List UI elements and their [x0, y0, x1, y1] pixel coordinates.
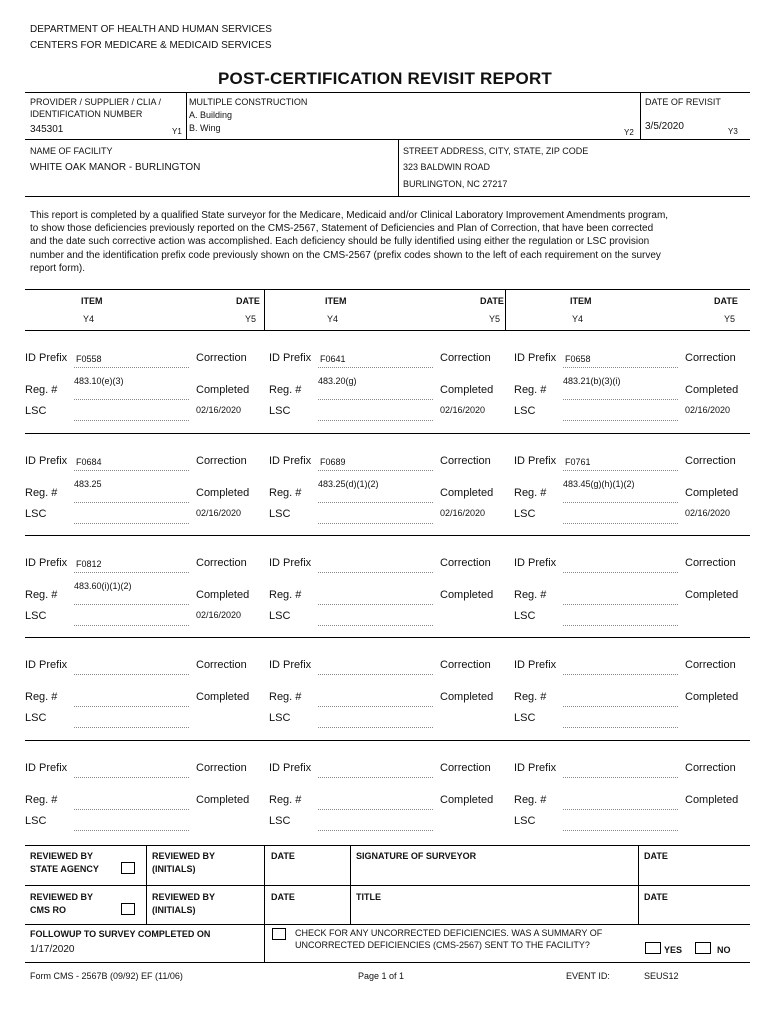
building-label: A. Building: [189, 110, 233, 120]
id-prefix-value[interactable]: F0761: [565, 457, 591, 467]
date-revisit-label: DATE OF REVISIT: [645, 97, 721, 107]
field-underline: [74, 830, 189, 831]
lsc-label: LSC: [269, 405, 291, 417]
completed-date[interactable]: 02/16/2020: [440, 405, 486, 415]
date-label: DATE: [644, 851, 668, 861]
field-underline: [563, 420, 678, 421]
y5-marker: Y5: [489, 314, 501, 324]
cms-ro-label: CMS RO: [30, 905, 66, 915]
id-prefix-label: ID Prefix: [269, 557, 312, 569]
divider: [505, 289, 506, 330]
field-underline: [74, 706, 189, 707]
completed-label: Completed: [685, 589, 739, 601]
reviewed-by-label: REVIEWED BY: [152, 892, 216, 902]
y5-marker: Y5: [724, 314, 736, 324]
lsc-label: LSC: [269, 712, 291, 724]
field-underline: [74, 674, 189, 675]
id-prefix-label: ID Prefix: [269, 762, 312, 774]
no-label: NO: [717, 945, 731, 955]
field-underline: [74, 399, 189, 400]
reg-label: Reg. #: [514, 384, 547, 396]
divider: [25, 924, 750, 925]
y4-marker: Y4: [572, 314, 584, 324]
id-prefix-label: ID Prefix: [514, 455, 557, 467]
divider: [264, 924, 265, 962]
divider: [25, 885, 750, 886]
divider: [350, 845, 351, 924]
field-underline: [318, 706, 433, 707]
completed-label: Completed: [440, 794, 494, 806]
divider: [264, 289, 265, 330]
id-prefix-label: ID Prefix: [25, 659, 68, 671]
initials-label: (INITIALS): [152, 905, 196, 915]
lsc-label: LSC: [25, 508, 47, 520]
reg-label: Reg. #: [269, 589, 302, 601]
correction-label: Correction: [196, 659, 247, 671]
address-label: STREET ADDRESS, CITY, STATE, ZIP CODE: [403, 146, 589, 156]
divider: [638, 845, 639, 924]
id-prefix-value[interactable]: F0689: [320, 457, 346, 467]
reg-value[interactable]: 483.25(d)(1)(2): [318, 479, 379, 489]
field-underline: [74, 604, 189, 605]
y3-marker: Y3: [728, 127, 738, 136]
id-prefix-label: ID Prefix: [514, 762, 557, 774]
y2-marker: Y2: [624, 128, 634, 137]
id-prefix-label: ID Prefix: [25, 557, 68, 569]
uncorrected-checkbox[interactable]: [272, 928, 286, 940]
yes-label: YES: [664, 945, 683, 955]
reg-label: Reg. #: [269, 384, 302, 396]
reg-label: Reg. #: [269, 487, 302, 499]
event-id-value: SEUS12: [644, 971, 679, 981]
field-underline: [318, 572, 433, 573]
reg-label: Reg. #: [25, 691, 58, 703]
divider: [25, 139, 750, 140]
correction-label: Correction: [685, 352, 736, 364]
department-name: DEPARTMENT OF HEALTH AND HUMAN SERVICES: [30, 24, 272, 35]
correction-label: Correction: [440, 557, 491, 569]
id-prefix-label: ID Prefix: [25, 455, 68, 467]
divider: [25, 962, 750, 963]
field-underline: [318, 367, 433, 368]
state-agency-label: STATE AGENCY: [30, 864, 99, 874]
field-underline: [318, 809, 433, 810]
completed-label: Completed: [685, 384, 739, 396]
provider-label: PROVIDER / SUPPLIER / CLIA /: [30, 97, 162, 107]
yes-checkbox[interactable]: [645, 942, 661, 954]
field-underline: [563, 572, 678, 573]
id-prefix-label: ID Prefix: [269, 659, 312, 671]
address-line2: BURLINGTON, NC 27217: [403, 179, 508, 189]
lsc-label: LSC: [269, 610, 291, 622]
correction-label: Correction: [196, 557, 247, 569]
divider: [264, 845, 265, 924]
facility-label: NAME OF FACILITY: [30, 146, 113, 156]
completed-label: Completed: [196, 794, 250, 806]
divider: [25, 637, 750, 638]
completed-label: Completed: [440, 487, 494, 499]
id-prefix-value[interactable]: F0812: [76, 559, 102, 569]
field-underline: [318, 777, 433, 778]
completed-label: Completed: [685, 487, 739, 499]
correction-label: Correction: [196, 762, 247, 774]
lsc-label: LSC: [514, 815, 536, 827]
field-underline: [563, 367, 678, 368]
field-underline: [318, 399, 433, 400]
correction-label: Correction: [196, 455, 247, 467]
id-prefix-value[interactable]: F0641: [320, 354, 346, 364]
field-underline: [74, 727, 189, 728]
reg-value[interactable]: 483.45(g)(h)(1)(2): [563, 479, 635, 489]
lsc-label: LSC: [25, 610, 47, 622]
correction-label: Correction: [685, 557, 736, 569]
page-number: Page 1 of 1: [358, 971, 405, 981]
field-underline: [74, 523, 189, 524]
completed-date[interactable]: 02/16/2020: [196, 405, 242, 415]
instructions-paragraph: This report is completed by a qualified State surveyor for the Medicare, Medicaid and/or Clinical Laboratory Improvement Amendments program, to show those deficiencies previously reported on the CMS-2567, Statement of Deficiencies and Plan of Correction, that have been corrected and the date such corrective action was accomplished. Each deficiency should be fully identified using either the regulation or LSC provision number and the identification prefix code previously shown on the CMS-2567 (prefix codes shown to the left of each requirement on the survey report form).: [30, 210, 669, 274]
lsc-label: LSC: [514, 405, 536, 417]
id-prefix-label: ID Prefix: [514, 659, 557, 671]
divider: [25, 330, 750, 331]
completed-label: Completed: [440, 589, 494, 601]
cms-ro-checkbox[interactable]: [121, 903, 135, 915]
y4-marker: Y4: [327, 314, 339, 324]
correction-label: Correction: [440, 352, 491, 364]
lsc-label: LSC: [25, 405, 47, 417]
field-underline: [318, 625, 433, 626]
multiple-construction-label: MULTIPLE CONSTRUCTION: [189, 97, 308, 107]
centers-name: CENTERS FOR MEDICARE & MEDICAID SERVICES: [30, 40, 272, 51]
reg-value[interactable]: 483.21(b)(3)(i): [563, 376, 621, 386]
id-prefix-label: ID Prefix: [269, 455, 312, 467]
signature-label: SIGNATURE OF SURVEYOR: [356, 851, 477, 861]
correction-label: Correction: [440, 659, 491, 671]
correction-label: Correction: [685, 659, 736, 671]
field-underline: [74, 470, 189, 471]
field-underline: [563, 470, 678, 471]
field-underline: [563, 625, 678, 626]
completed-label: Completed: [440, 384, 494, 396]
reviewed-by-label: REVIEWED BY: [30, 892, 94, 902]
field-underline: [318, 523, 433, 524]
divider: [25, 845, 750, 846]
divider: [146, 845, 147, 924]
state-agency-checkbox[interactable]: [121, 862, 135, 874]
initials-label: (INITIALS): [152, 864, 196, 874]
event-id-label: EVENT ID:: [566, 971, 610, 981]
reg-label: Reg. #: [514, 589, 547, 601]
date-label: DATE: [271, 892, 295, 902]
completed-date[interactable]: 02/16/2020: [196, 508, 242, 518]
address-line1: 323 BALDWIN ROAD: [403, 162, 491, 172]
reg-value[interactable]: 483.10(e)(3): [74, 376, 124, 386]
completed-date[interactable]: 02/16/2020: [440, 508, 486, 518]
y1-marker: Y1: [172, 127, 182, 136]
wing-label: B. Wing: [189, 123, 221, 133]
field-underline: [318, 420, 433, 421]
check-label: CHECK FOR ANY UNCORRECTED DEFICIENCIES. WAS A SUMMARY OF: [295, 928, 603, 938]
provider-number: 345301: [30, 124, 64, 135]
item-column-header: ITEM: [325, 296, 347, 306]
y5-marker: Y5: [245, 314, 257, 324]
id-prefix-label: ID Prefix: [514, 352, 557, 364]
item-column-header: ITEM: [570, 296, 592, 306]
correction-label: Correction: [685, 762, 736, 774]
lsc-label: LSC: [269, 815, 291, 827]
field-underline: [563, 777, 678, 778]
date-column-header: DATE: [236, 296, 260, 306]
check-label: UNCORRECTED DEFICIENCIES (CMS-2567) SENT TO THE FACILITY?: [295, 940, 590, 950]
field-underline: [563, 727, 678, 728]
divider: [186, 92, 187, 139]
provider-label: IDENTIFICATION NUMBER: [30, 109, 143, 119]
completed-label: Completed: [440, 691, 494, 703]
reg-label: Reg. #: [514, 691, 547, 703]
date-label: DATE: [644, 892, 668, 902]
id-prefix-value[interactable]: F0658: [565, 354, 591, 364]
field-underline: [74, 367, 189, 368]
field-underline: [563, 706, 678, 707]
title-label: TITLE: [356, 892, 381, 902]
completed-label: Completed: [196, 487, 250, 499]
correction-label: Correction: [440, 455, 491, 467]
completed-date[interactable]: 02/16/2020: [196, 610, 242, 620]
completed-date[interactable]: 02/16/2020: [685, 405, 731, 415]
correction-label: Correction: [685, 455, 736, 467]
reg-label: Reg. #: [25, 794, 58, 806]
lsc-label: LSC: [269, 508, 291, 520]
correction-label: Correction: [440, 762, 491, 774]
id-prefix-label: ID Prefix: [25, 352, 68, 364]
lsc-label: LSC: [514, 712, 536, 724]
divider: [398, 139, 399, 196]
field-underline: [563, 399, 678, 400]
divider: [25, 433, 750, 434]
field-underline: [563, 523, 678, 524]
id-prefix-label: ID Prefix: [514, 557, 557, 569]
page-title: POST-CERTIFICATION REVISIT REPORT: [217, 69, 553, 88]
no-checkbox[interactable]: [695, 942, 711, 954]
reg-label: Reg. #: [269, 691, 302, 703]
field-underline: [318, 727, 433, 728]
y4-marker: Y4: [83, 314, 95, 324]
lsc-label: LSC: [25, 815, 47, 827]
field-underline: [563, 604, 678, 605]
item-column-header: ITEM: [81, 296, 103, 306]
completed-label: Completed: [685, 691, 739, 703]
id-prefix-value[interactable]: F0684: [76, 457, 102, 467]
completed-date[interactable]: 02/16/2020: [685, 508, 731, 518]
id-prefix-value[interactable]: F0558: [76, 354, 102, 364]
divider: [25, 289, 750, 290]
date-column-header: DATE: [480, 296, 504, 306]
field-underline: [74, 572, 189, 573]
field-underline: [74, 420, 189, 421]
field-underline: [318, 604, 433, 605]
field-underline: [318, 830, 433, 831]
divider: [640, 92, 641, 139]
completed-label: Completed: [196, 384, 250, 396]
field-underline: [563, 830, 678, 831]
date-label: DATE: [271, 851, 295, 861]
field-underline: [318, 502, 433, 503]
followup-date: 1/17/2020: [30, 944, 75, 955]
field-underline: [563, 809, 678, 810]
field-underline: [74, 777, 189, 778]
field-underline: [74, 625, 189, 626]
divider: [25, 196, 750, 197]
field-underline: [563, 502, 678, 503]
form-number: Form CMS - 2567B (09/92) EF (11/06): [30, 971, 183, 981]
completed-label: Completed: [685, 794, 739, 806]
lsc-label: LSC: [25, 712, 47, 724]
field-underline: [74, 809, 189, 810]
lsc-label: LSC: [514, 508, 536, 520]
divider: [25, 740, 750, 741]
id-prefix-label: ID Prefix: [269, 352, 312, 364]
correction-label: Correction: [196, 352, 247, 364]
date-revisit-value: 3/5/2020: [645, 121, 684, 132]
field-underline: [74, 502, 189, 503]
reg-label: Reg. #: [25, 487, 58, 499]
field-underline: [318, 674, 433, 675]
divider: [25, 92, 750, 93]
reg-label: Reg. #: [25, 384, 58, 396]
followup-label: FOLLOWUP TO SURVEY COMPLETED ON: [30, 929, 211, 939]
field-underline: [318, 470, 433, 471]
divider: [25, 535, 750, 536]
reg-label: Reg. #: [514, 794, 547, 806]
reg-value[interactable]: 483.60(i)(1)(2): [74, 581, 132, 591]
field-underline: [563, 674, 678, 675]
reg-label: Reg. #: [25, 589, 58, 601]
facility-name: WHITE OAK MANOR - BURLINGTON: [30, 162, 201, 173]
reviewed-by-label: REVIEWED BY: [152, 851, 216, 861]
reg-value[interactable]: 483.20(g): [318, 376, 357, 386]
reg-label: Reg. #: [514, 487, 547, 499]
completed-label: Completed: [196, 589, 250, 601]
reg-value[interactable]: 483.25: [74, 479, 102, 489]
lsc-label: LSC: [514, 610, 536, 622]
date-column-header: DATE: [714, 296, 738, 306]
reviewed-by-label: REVIEWED BY: [30, 851, 94, 861]
completed-label: Completed: [196, 691, 250, 703]
id-prefix-label: ID Prefix: [25, 762, 68, 774]
reg-label: Reg. #: [269, 794, 302, 806]
